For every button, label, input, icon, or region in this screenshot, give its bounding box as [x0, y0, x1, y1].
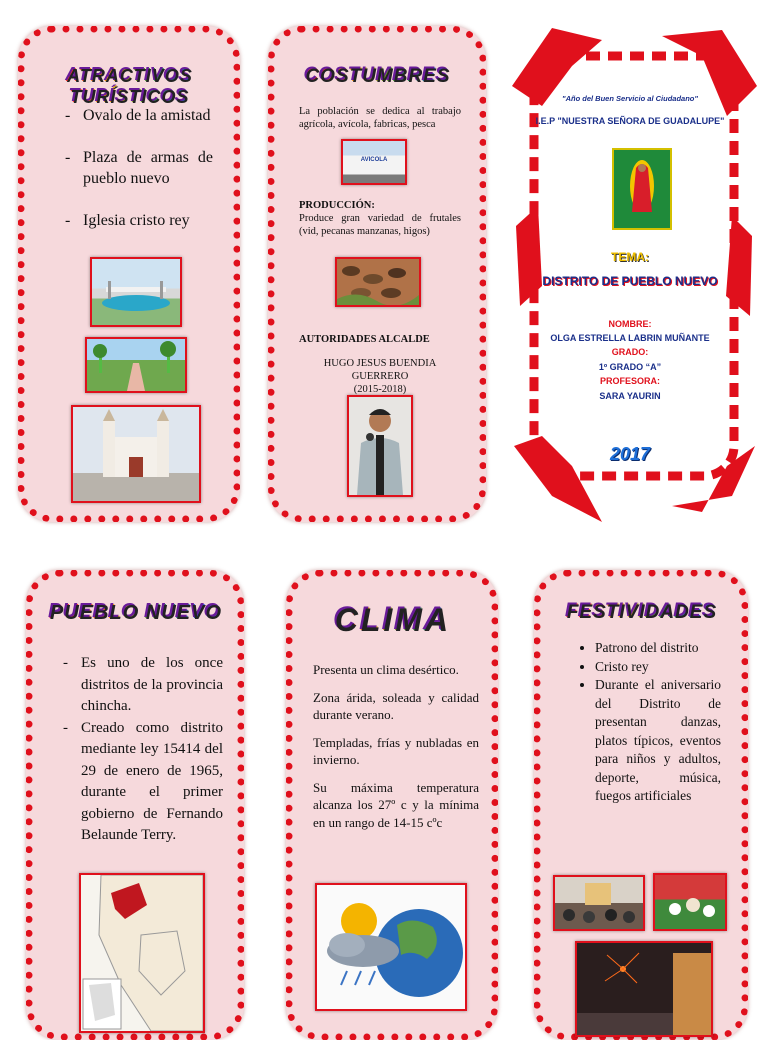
mayor-name: HUGO JESUS BUENDIA GUERRERO	[323, 358, 437, 382]
iglesia-photo	[71, 405, 201, 503]
autoridades-label: AUTORIDADES ALCALDE	[299, 334, 430, 345]
clima-photo	[315, 883, 467, 1011]
panel-clima	[286, 570, 498, 1040]
danza-photo	[653, 873, 727, 931]
pecanas-photo	[335, 257, 421, 307]
school-name: I.E.P "NUESTRA SEÑORA DE GUADALUPE"	[535, 116, 725, 126]
nombre-value: OLGA ESTRELLA LABRIN MUÑANTE	[550, 333, 710, 343]
panel-title: ATRACTIVOS TURÍSTICOS	[25, 65, 233, 107]
panel-title: COSTUMBRES	[275, 65, 479, 87]
panel-costumbres	[268, 26, 486, 522]
plaza-photo	[85, 337, 187, 393]
mapa-photo	[79, 873, 205, 1033]
alcalde-photo	[347, 395, 413, 497]
list-item: • Durante el aniversario del Distrito de presentan danzas, platos típicos, eventos para niños y adultos, deporte, música, fuegos artificiales	[595, 676, 721, 806]
tema-value: DISTRITO DE PUEBLO NUEVO	[542, 274, 718, 288]
year: 2017	[609, 444, 651, 464]
panel-festividades	[534, 570, 748, 1040]
list-item: - Ovalo de la amistad	[63, 105, 213, 126]
panel-title: PUEBLO NUEVO	[33, 601, 237, 624]
produccion-text: Produce gran variedad de frutales (vid, pecanas manzanas, higos)	[299, 213, 461, 237]
panel-title: CLIMA	[293, 601, 491, 638]
list-item: - Plaza de armas de pueblo nuevo	[63, 147, 213, 189]
list-item: • Cristo rey	[595, 658, 721, 677]
festividades-list	[565, 639, 721, 806]
clima-paragraph: Presenta un clima desértico.	[313, 662, 459, 677]
granja-photo	[341, 139, 407, 185]
clima-paragraph: Zona árida, soleada y calidad durante verano.	[313, 689, 479, 722]
list-item: - Creado como distrito mediante ley 15414 del 29 de enero de 1965, durante el primer gobierno de Fernando Belaunde Terry.	[61, 718, 223, 847]
pueblo-nuevo-list	[61, 653, 223, 847]
nombre-label: NOMBRE:	[608, 319, 652, 329]
clima-paragraph: Su máxima temperatura alcanza los 27º c y la mínima en un rango de 14-15 cºc	[313, 779, 479, 830]
atractivos-list	[63, 105, 213, 231]
school-crest	[612, 148, 672, 230]
clima-text	[313, 661, 479, 831]
procesion-photo	[553, 875, 645, 931]
fuegos-photo	[575, 941, 713, 1037]
mayor-term: (2015-2018)	[353, 384, 407, 395]
list-item: • Patrono del distrito	[595, 639, 721, 658]
profesora-label: PROFESORA:	[599, 376, 660, 386]
panel-title: FESTIVIDADES	[541, 601, 741, 623]
produccion-label: PRODUCCIÓN:	[299, 200, 375, 211]
granja-sign: AVICOLA	[360, 157, 388, 163]
list-item: - Iglesia cristo rey	[63, 210, 213, 231]
panel-pueblo-nuevo	[26, 570, 244, 1040]
profesora-value: SARA YAURIN	[599, 391, 661, 401]
ovalo-photo	[90, 257, 182, 327]
costumbres-intro: La población se dedica al trabajo agrícola, avícola, fabricas, pesca	[299, 106, 461, 130]
panel-atractivos	[18, 26, 240, 522]
grado-label: GRADO:	[611, 347, 649, 357]
list-item: - Es uno de los once distritos de la provincia chincha.	[61, 653, 223, 718]
clima-paragraph: Templadas, frías y nubladas en invierno.	[313, 734, 479, 767]
cover-motto: "Año del Buen Servicio al Ciudadano"	[562, 94, 698, 103]
virgin-icon	[614, 150, 670, 228]
tema-label: TEMA:	[611, 250, 649, 264]
grado-value: 1º GRADO “A”	[598, 362, 662, 372]
